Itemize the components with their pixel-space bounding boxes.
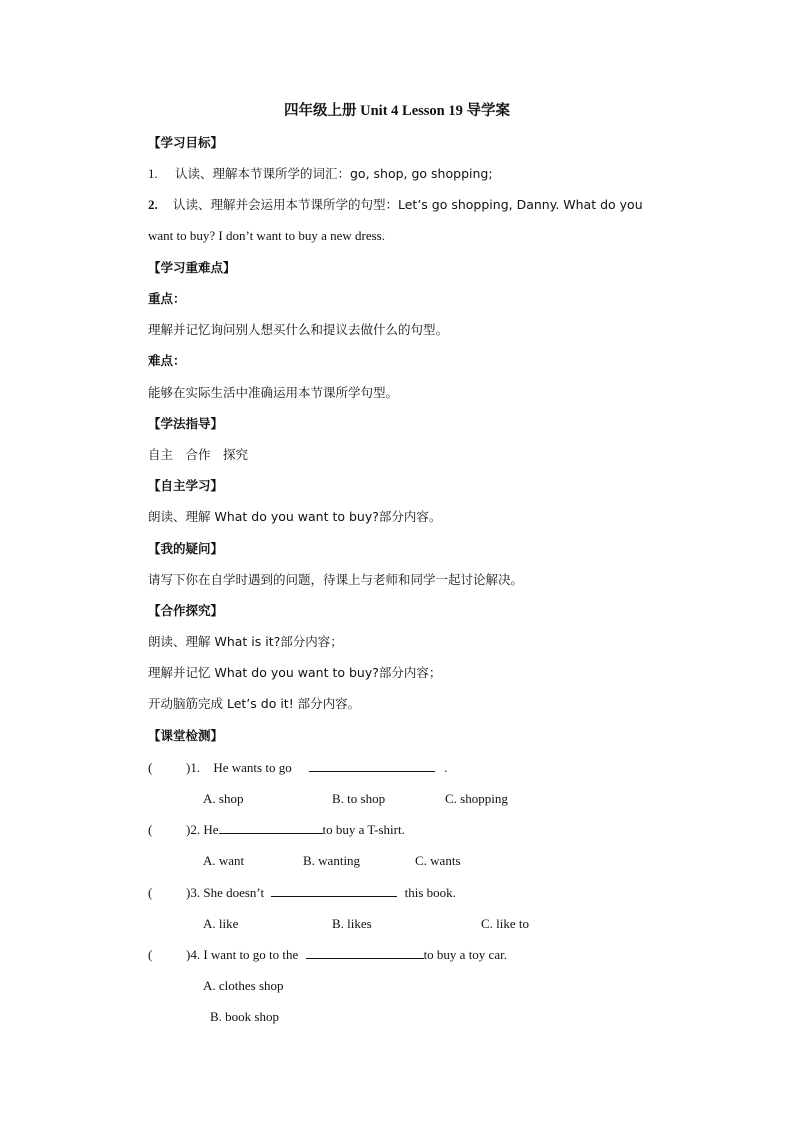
difficulty-label: 难点：: [148, 353, 186, 368]
cooperation-line-2: 理解并记忆 What do you want to buy?部分内容；: [148, 665, 442, 680]
answer-paren: (: [148, 822, 153, 837]
method-text: 自主 合作 探究: [148, 447, 249, 462]
question-3-number: )3.: [186, 885, 201, 900]
difficulty-text: 能够在实际生活中准确运用本节课所学句型。: [148, 385, 399, 400]
question-4: [148, 946, 507, 964]
objective-1-number: 1.: [148, 166, 158, 181]
q2-option-c: C. wants: [415, 853, 461, 868]
questions-text: 请写下你在自学时遇到的问题，待课上与老师和同学一起讨论解决。: [148, 572, 524, 587]
question-1-end: .: [444, 760, 448, 775]
answer-blank[interactable]: [306, 946, 424, 959]
objective-1-text: 认读、理解本节课所学的词汇：go, shop, go shopping;: [175, 166, 493, 181]
cooperation-heading: 【合作探究】: [148, 603, 224, 618]
q3-option-a: A. like: [203, 916, 239, 931]
q2-option-b: B. wanting: [303, 853, 361, 868]
cooperation-line-3: 开动脑筋完成 Let’s do it! 部分内容。: [148, 696, 361, 711]
cooperation-line-1: 朗读、理解 What is it?部分内容；: [148, 634, 343, 649]
objective-2-continuation: want to buy? I don’t want to buy a new dress.: [148, 228, 385, 243]
q2-option-a: A. want: [203, 853, 245, 868]
q3-option-c: C. like to: [481, 916, 530, 931]
question-3-end: this book.: [404, 885, 456, 900]
answer-paren: (: [148, 885, 153, 900]
question-2: [148, 821, 405, 839]
answer-blank[interactable]: [309, 759, 435, 772]
question-4-stem: I want to go to the: [203, 947, 299, 962]
test-heading: 【课堂检测】: [148, 728, 224, 743]
question-3-stem: She doesn’t: [203, 885, 265, 900]
page-title: 四年级上册 Unit 4 Lesson 19 导学案: [284, 103, 510, 119]
question-1-number: )1.: [186, 760, 201, 775]
key-point-text: 理解并记忆询问别人想买什么和提议去做什么的句型。: [148, 322, 449, 337]
self-study-text: 朗读、理解 What do you want to buy?部分内容。: [148, 509, 442, 524]
question-1: [148, 759, 447, 777]
question-1-stem: He wants to go: [213, 760, 292, 775]
question-4-end: to buy a toy car.: [423, 947, 507, 962]
question-2-number: )2.: [186, 822, 201, 837]
question-3: [148, 884, 456, 902]
answer-paren: (: [148, 760, 153, 775]
q1-option-a: A. shop: [203, 791, 244, 806]
objective-2-number: 2.: [148, 197, 158, 212]
q1-option-c: C. shopping: [445, 791, 508, 806]
questions-heading: 【我的疑问】: [148, 541, 224, 556]
objective-item-1: [148, 165, 493, 183]
q4-option-b: B. book shop: [210, 1009, 279, 1024]
self-study-heading: 【自主学习】: [148, 478, 224, 493]
question-2-stem: He: [203, 822, 219, 837]
q3-option-b: B. likes: [332, 916, 372, 931]
key-points-heading: 【学习重难点】: [148, 260, 236, 275]
question-2-end: to buy a T-shirt.: [322, 822, 405, 837]
objectives-heading: 【学习目标】: [148, 135, 224, 150]
question-4-number: )4.: [186, 947, 201, 962]
objective-item-2: [148, 196, 643, 214]
objective-2-text: 认读、理解并会运用本节课所学的句型：Let’s go shopping, Danny. What do you: [173, 197, 643, 212]
q1-option-b: B. to shop: [332, 791, 386, 806]
answer-blank[interactable]: [219, 821, 323, 834]
answer-paren: (: [148, 947, 153, 962]
key-point-label: 重点：: [148, 291, 186, 306]
answer-blank[interactable]: [271, 884, 397, 897]
q4-option-a: A. clothes shop: [203, 978, 284, 993]
method-heading: 【学法指导】: [148, 416, 224, 431]
